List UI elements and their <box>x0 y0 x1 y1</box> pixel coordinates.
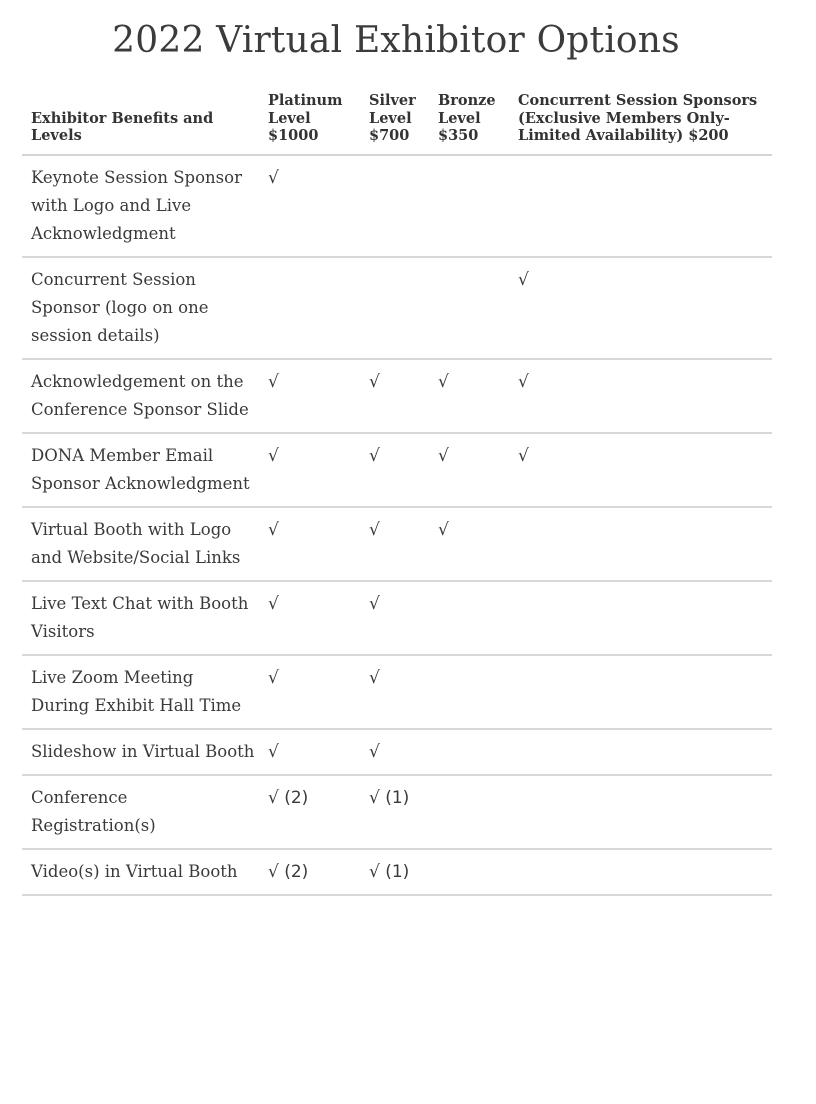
silver-cell: √ <box>361 359 430 433</box>
platinum-cell: √ (2) <box>260 775 361 849</box>
benefit-cell: DONA Member Email Sponsor Acknowledgment <box>22 433 260 507</box>
benefit-cell: Concurrent Session Sponsor (logo on one session details) <box>22 257 260 359</box>
table-row <box>22 359 772 433</box>
table-row <box>22 433 772 507</box>
exhibitor-options-table <box>22 92 772 896</box>
table-row <box>22 155 772 257</box>
bronze-cell <box>430 655 510 729</box>
silver-cell <box>361 155 430 257</box>
benefit-cell: Conference Registration(s) <box>22 775 260 849</box>
platinum-cell: √ (2) <box>260 849 361 895</box>
bronze-cell: √ <box>430 433 510 507</box>
header-bronze: Bronze Level $350 <box>430 92 510 155</box>
concurrent-cell <box>510 775 772 849</box>
concurrent-cell <box>510 655 772 729</box>
platinum-cell: √ <box>260 155 361 257</box>
silver-cell: √ <box>361 729 430 775</box>
table-row <box>22 775 772 849</box>
header-row <box>22 92 772 155</box>
header-platinum: Platinum Level $1000 <box>260 92 361 155</box>
benefit-cell: Slideshow in Virtual Booth <box>22 729 260 775</box>
bronze-cell: √ <box>430 359 510 433</box>
benefit-cell: Keynote Session Sponsor with Logo and Live Acknowledgment <box>22 155 260 257</box>
header-concurrent: Concurrent Session Sponsors (Exclusive Members Only-Limited Availability) $200 <box>510 92 772 155</box>
table-row <box>22 849 772 895</box>
concurrent-cell: √ <box>510 433 772 507</box>
concurrent-cell: √ <box>510 257 772 359</box>
silver-cell <box>361 257 430 359</box>
platinum-cell: √ <box>260 581 361 655</box>
silver-cell: √ <box>361 433 430 507</box>
platinum-cell: √ <box>260 655 361 729</box>
bronze-cell <box>430 849 510 895</box>
concurrent-cell: √ <box>510 359 772 433</box>
benefit-cell: Live Text Chat with Booth Visitors <box>22 581 260 655</box>
benefit-cell: Virtual Booth with Logo and Website/Social Links <box>22 507 260 581</box>
silver-cell: √ <box>361 581 430 655</box>
bronze-cell <box>430 729 510 775</box>
concurrent-cell <box>510 581 772 655</box>
bronze-cell <box>430 581 510 655</box>
concurrent-cell <box>510 507 772 581</box>
bronze-cell <box>430 155 510 257</box>
silver-cell: √ (1) <box>361 775 430 849</box>
table-header <box>22 92 772 155</box>
header-benefits: Exhibitor Benefits and Levels <box>22 92 260 155</box>
header-silver: Silver Level $700 <box>361 92 430 155</box>
platinum-cell: √ <box>260 433 361 507</box>
benefit-cell: Live Zoom Meeting During Exhibit Hall Time <box>22 655 260 729</box>
concurrent-cell <box>510 155 772 257</box>
table-body <box>22 155 772 895</box>
page-title: 2022 Virtual Exhibitor Options <box>112 20 680 61</box>
silver-cell: √ (1) <box>361 849 430 895</box>
platinum-cell: √ <box>260 507 361 581</box>
concurrent-cell <box>510 729 772 775</box>
silver-cell: √ <box>361 655 430 729</box>
table-row <box>22 257 772 359</box>
table-row <box>22 729 772 775</box>
table-row <box>22 581 772 655</box>
bronze-cell <box>430 257 510 359</box>
platinum-cell: √ <box>260 729 361 775</box>
silver-cell: √ <box>361 507 430 581</box>
benefit-cell: Video(s) in Virtual Booth <box>22 849 260 895</box>
benefit-cell: Acknowledgement on the Conference Sponsor Slide <box>22 359 260 433</box>
platinum-cell: √ <box>260 359 361 433</box>
platinum-cell <box>260 257 361 359</box>
table-row <box>22 655 772 729</box>
concurrent-cell <box>510 849 772 895</box>
table-row <box>22 507 772 581</box>
bronze-cell: √ <box>430 507 510 581</box>
bronze-cell <box>430 775 510 849</box>
